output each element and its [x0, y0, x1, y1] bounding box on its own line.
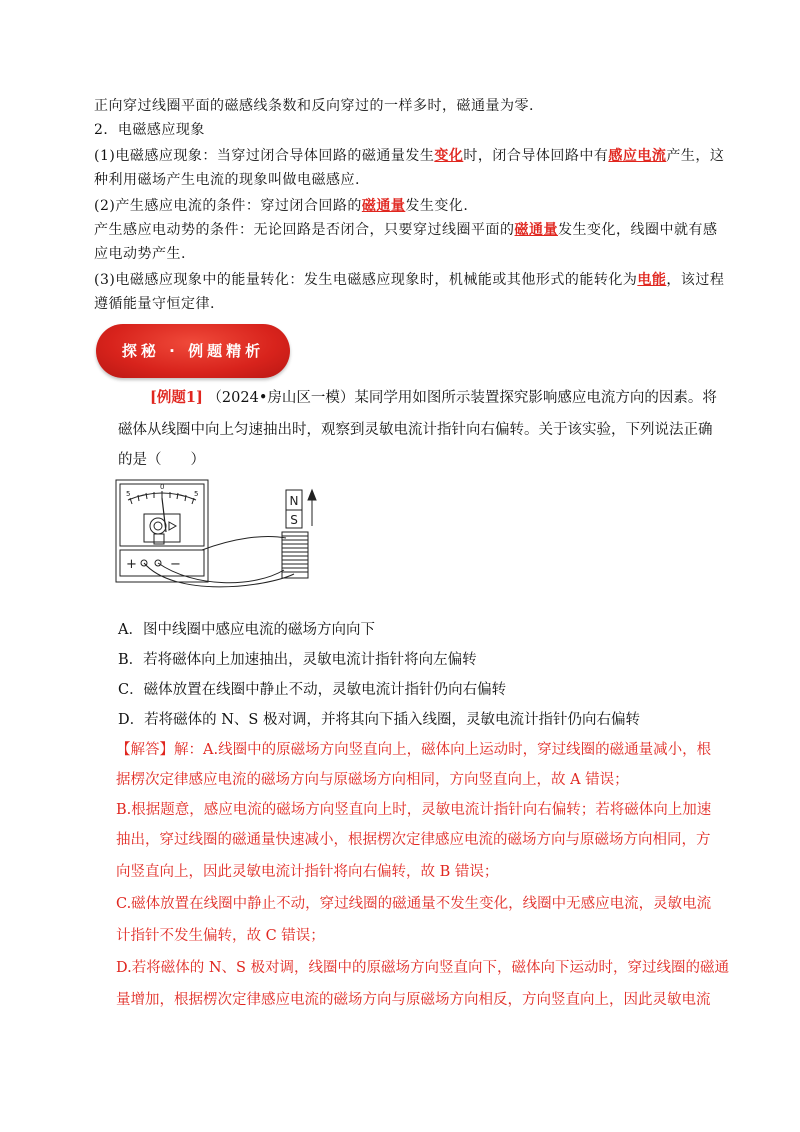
answer-line: C.磁体放置在线圈中静止不动，穿过线圈的磁通量不发生变化，线圈中无感应电流，灵敏电流 [116, 896, 712, 912]
experiment-figure [114, 478, 330, 600]
scale-label-zero: 0 [160, 483, 165, 491]
scale-label-left: 5 [126, 490, 131, 498]
text: 时，闭合导体回路中有 [463, 148, 609, 164]
text: 产生感应电动势的条件：无论回路是否闭合，只要穿过线圈平面的 [94, 222, 515, 238]
magnet-n-label: N [289, 494, 299, 508]
text: (2)产生感应电流的条件：穿过闭合回路的 [94, 198, 362, 214]
wire-upper [202, 537, 286, 551]
keyword: 磁通量 [514, 222, 558, 238]
section-heading: 2．电磁感应现象 [94, 122, 205, 138]
coil-windings [282, 536, 308, 572]
text: 发生变化，线圈中就有感 [558, 222, 718, 238]
answer-line: B.根据题意，感应电流的磁场方向竖直向上时，灵敏电流计指针向右偏转；若将磁体向上加速 [116, 802, 712, 818]
keyword: 变化 [434, 148, 464, 164]
text: ，该过程 [666, 272, 725, 288]
answer-line: 计指针不发生偏转，故 C 错误； [116, 928, 325, 944]
paragraph-1 [94, 146, 724, 166]
paragraph-2 [94, 196, 468, 216]
answer-line: 量增加，根据楞次定律感应电流的磁场方向与原磁场方向相反，方向竖直向上，因此灵敏电流 [116, 992, 711, 1008]
section-banner [96, 324, 290, 378]
answer-line: 向竖直向上，因此灵敏电流计指针将向右偏转，故 B 错误； [116, 864, 499, 880]
answer-line: 【解答】解：A.线圈中的原磁场方向竖直向上，磁体向上运动时，穿过线圈的磁通量减小，根 [116, 742, 712, 758]
answer-line: D.若将磁体的 N、S 极对调，线圈中的原磁场方向竖直向下，磁体向下运动时，穿过线圈的磁通 [116, 960, 730, 976]
text-line: 正向穿过线圈平面的磁感线条数和反向穿过的一样多时，磁通量为零. [94, 98, 534, 114]
text: 发生变化. [405, 198, 469, 214]
paragraph-1-cont: 种利用磁场产生电流的现象叫做电磁感应. [94, 172, 360, 188]
paragraph-3-cont: 应电动势产生. [94, 246, 186, 262]
terminal-minus-label: − [170, 557, 181, 572]
coil-body [282, 532, 308, 578]
answer-line: 抽出，穿过线圈的磁通量快速减小，根据楞次定律感应电流的磁场方向与原磁场方向相同，方 [116, 832, 711, 848]
movement-coil [150, 518, 166, 534]
paragraph-3 [94, 220, 718, 240]
terminal-plus-label: + [126, 557, 137, 572]
scale-label-right: 5 [194, 490, 199, 498]
keyword: 磁通量 [361, 198, 406, 214]
banner-title: 探秘 · 例题精析 [121, 342, 265, 360]
magnet-s-label: S [290, 513, 298, 527]
text: (3)电磁感应现象中的能量转化：发生电磁感应现象时，机械能或其他形式的能转化为 [94, 272, 638, 288]
motion-arrow-head [308, 490, 316, 500]
wire-lower-2 [144, 563, 294, 587]
text: 产生，这 [666, 148, 725, 164]
option-c[interactable]: C．磁体放置在线圈中静止不动，灵敏电流计指针仍向右偏转 [118, 682, 507, 698]
question-text-line3: 的是（ ） [118, 452, 205, 468]
keyword: 感应电流 [608, 148, 667, 164]
movement-pointer [169, 522, 176, 530]
option-b[interactable]: B．若将磁体向上加速抽出，灵敏电流计指针将向左偏转 [118, 652, 477, 668]
example-question [150, 388, 717, 408]
paragraph-4-cont: 遵循能量守恒定律. [94, 296, 215, 312]
paragraph-4 [94, 270, 724, 290]
example-label: [例题1] [150, 389, 203, 406]
movement-pivot [154, 522, 162, 530]
question-text-line2: 磁体从线圈中向上匀速抽出时，观察到灵敏电流计指针向右偏转。关于该实验，下列说法正确 [118, 422, 713, 438]
keyword: 电能 [637, 272, 667, 288]
needle [162, 498, 166, 532]
answer-line: 据楞次定律感应电流的磁场方向与原磁场方向相同，方向竖直向上，故 A 错误； [116, 772, 629, 788]
question-text: （2024•房山区一模）某同学用如图所示装置探究影响感应电流方向的因素。将 [207, 390, 717, 406]
text: (1)电磁感应现象：当穿过闭合导体回路的磁通量发生 [94, 148, 435, 164]
option-a[interactable]: A．图中线圈中感应电流的磁场方向向下 [118, 622, 375, 638]
option-d[interactable]: D．若将磁体的 N、S 极对调，并将其向下插入线圈，灵敏电流计指针仍向右偏转 [118, 712, 640, 728]
